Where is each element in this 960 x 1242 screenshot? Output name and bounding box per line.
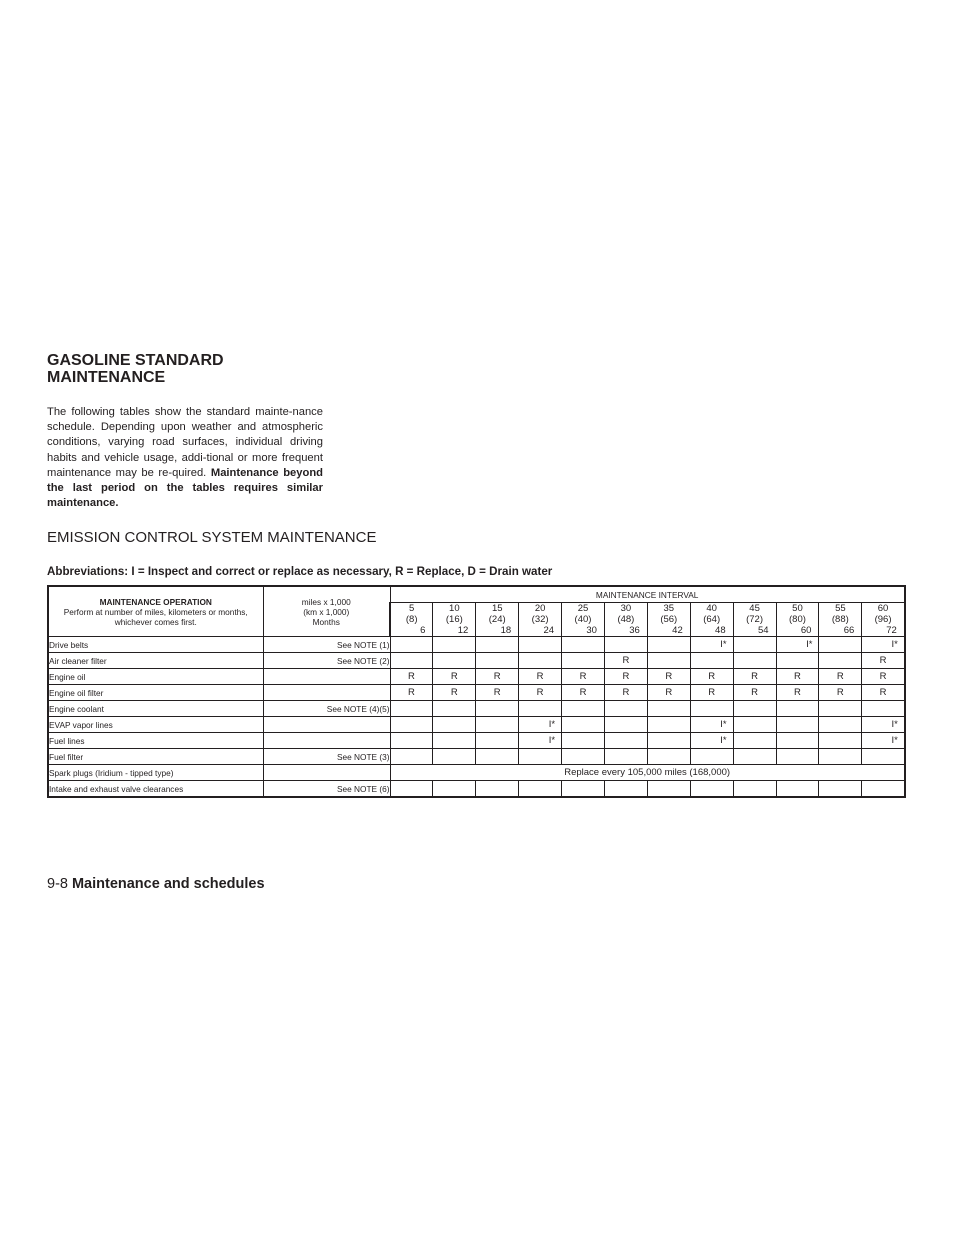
schedule-mark	[733, 749, 776, 765]
abbreviations-line: Abbreviations: I = Inspect and correct or replace as necessary, R = Replace, D = Drain water	[47, 565, 553, 578]
table-row	[48, 765, 905, 781]
interval-months: 72	[886, 625, 897, 636]
schedule-mark: R	[390, 685, 433, 701]
schedule-mark	[519, 781, 562, 798]
schedule-mark	[433, 749, 476, 765]
interval-cell	[562, 603, 605, 637]
schedule-mark: R	[433, 685, 476, 701]
interval-months: 6	[420, 625, 426, 636]
schedule-mark	[433, 653, 476, 669]
operation-name: Engine coolant	[48, 701, 263, 717]
operation-name: Air cleaner filter	[48, 653, 263, 669]
interval-cell	[690, 603, 733, 637]
schedule-mark	[604, 733, 647, 749]
interval-miles: 30	[620, 603, 632, 614]
schedule-mark: R	[433, 669, 476, 685]
schedule-mark	[733, 717, 776, 733]
distance-header-cell	[263, 586, 390, 637]
interval-months: 42	[672, 625, 683, 636]
schedule-mark	[776, 749, 819, 765]
interval-km: (88)	[831, 614, 849, 625]
schedule-mark: I*	[862, 637, 905, 653]
schedule-mark	[433, 733, 476, 749]
schedule-mark	[647, 701, 690, 717]
table-row	[48, 669, 905, 685]
schedule-mark	[519, 749, 562, 765]
schedule-mark: I*	[862, 733, 905, 749]
schedule-mark	[604, 637, 647, 653]
interval-cell	[733, 603, 776, 637]
schedule-mark	[733, 781, 776, 798]
operation-note	[263, 733, 390, 749]
interval-miles: 15	[491, 603, 503, 614]
interval-cell	[647, 603, 690, 637]
schedule-mark	[862, 701, 905, 717]
schedule-mark: R	[390, 669, 433, 685]
schedule-mark: R	[819, 669, 862, 685]
schedule-mark	[433, 701, 476, 717]
schedule-mark	[733, 637, 776, 653]
schedule-mark	[647, 653, 690, 669]
schedule-mark	[562, 749, 605, 765]
interval-km: (8)	[405, 614, 418, 625]
schedule-mark	[519, 701, 562, 717]
schedule-mark: R	[519, 669, 562, 685]
interval-miles: 35	[663, 603, 675, 614]
schedule-mark: R	[862, 653, 905, 669]
operation-note: See NOTE (4)(5)	[263, 701, 390, 717]
schedule-mark: R	[604, 653, 647, 669]
schedule-mark	[604, 749, 647, 765]
interval-km: (56)	[660, 614, 678, 625]
operation-note: See NOTE (2)	[263, 653, 390, 669]
interval-cell	[776, 603, 819, 637]
schedule-mark	[476, 701, 519, 717]
schedule-mark: R	[604, 669, 647, 685]
table-row	[48, 749, 905, 765]
schedule-mark	[562, 781, 605, 798]
schedule-mark	[733, 733, 776, 749]
schedule-mark	[819, 749, 862, 765]
schedule-mark	[647, 781, 690, 798]
schedule-mark	[604, 781, 647, 798]
schedule-mark: I*	[519, 733, 562, 749]
schedule-mark	[562, 701, 605, 717]
intro-text: The following tables show the standard mainte-nance schedule. Depending upon weather and atmospheric conditions, varying road surfaces, individual driving habits and vehicle usage, addi-tional or more frequent maintenance may be re-quired.	[47, 406, 323, 479]
operation-header-desc: Perform at number of miles, kilometers or months, whichever comes first.	[63, 606, 248, 627]
schedule-mark: R	[476, 669, 519, 685]
interval-km: (80)	[789, 614, 806, 625]
interval-km: (96)	[874, 614, 892, 625]
spark-plug-interval-text: Replace every 105,000 miles (168,000)	[390, 765, 905, 781]
schedule-mark	[433, 717, 476, 733]
schedule-mark: I*	[862, 717, 905, 733]
schedule-mark: R	[776, 669, 819, 685]
schedule-mark: R	[647, 669, 690, 685]
table-row	[48, 717, 905, 733]
interval-months: 30	[586, 625, 597, 636]
schedule-mark: R	[690, 685, 733, 701]
months-label: Months	[312, 616, 340, 627]
schedule-mark: R	[733, 685, 776, 701]
interval-km: (16)	[445, 614, 463, 625]
schedule-mark: R	[862, 669, 905, 685]
interval-cell	[433, 603, 476, 637]
operation-note: See NOTE (3)	[263, 749, 390, 765]
interval-months: 66	[843, 625, 855, 636]
operation-note	[263, 765, 390, 781]
operation-name: Engine oil filter	[48, 685, 263, 701]
schedule-mark	[776, 701, 819, 717]
operation-note	[263, 669, 390, 685]
schedule-mark	[819, 717, 862, 733]
schedule-mark	[819, 781, 862, 798]
schedule-mark: I*	[690, 637, 733, 653]
schedule-mark	[819, 653, 862, 669]
schedule-mark: I*	[519, 717, 562, 733]
operation-header-title: MAINTENANCE OPERATION	[99, 596, 212, 607]
schedule-mark	[733, 701, 776, 717]
schedule-mark: R	[476, 685, 519, 701]
interval-miles: 45	[749, 603, 760, 614]
schedule-mark	[562, 733, 605, 749]
schedule-mark	[690, 653, 733, 669]
interval-cell	[819, 603, 862, 637]
schedule-mark	[433, 781, 476, 798]
schedule-mark	[647, 637, 690, 653]
interval-miles: 40	[706, 603, 717, 614]
interval-km: (48)	[617, 614, 635, 625]
schedule-mark: R	[862, 685, 905, 701]
interval-header-cell: MAINTENANCE INTERVAL	[390, 586, 905, 603]
schedule-mark	[476, 653, 519, 669]
schedule-mark	[390, 749, 433, 765]
schedule-mark	[819, 637, 862, 653]
interval-km: (32)	[531, 614, 549, 625]
schedule-mark	[519, 637, 562, 653]
maintenance-schedule-table	[47, 585, 906, 798]
schedule-mark	[690, 781, 733, 798]
schedule-mark	[390, 733, 433, 749]
schedule-mark	[604, 701, 647, 717]
schedule-mark	[390, 637, 433, 653]
operation-note	[263, 685, 390, 701]
schedule-mark	[690, 701, 733, 717]
schedule-mark	[390, 701, 433, 717]
interval-km: (64)	[703, 614, 721, 625]
operation-note	[263, 717, 390, 733]
interval-months: 36	[629, 625, 640, 636]
operation-name: Fuel lines	[48, 733, 263, 749]
schedule-mark	[690, 749, 733, 765]
km-label: (km x 1,000)	[303, 606, 350, 617]
schedule-mark: R	[604, 685, 647, 701]
interval-months: 48	[715, 625, 726, 636]
schedule-mark	[476, 749, 519, 765]
interval-miles: 25	[577, 603, 589, 614]
operation-name: Intake and exhaust valve clearances	[48, 781, 263, 798]
chapter-title: Maintenance and schedules	[71, 876, 265, 892]
schedule-mark	[390, 653, 433, 669]
schedule-mark	[562, 653, 605, 669]
schedule-mark: I*	[690, 733, 733, 749]
schedule-mark	[604, 717, 647, 733]
schedule-mark: R	[819, 685, 862, 701]
schedule-mark	[776, 717, 819, 733]
table-row	[48, 701, 905, 717]
interval-cell	[519, 603, 562, 637]
table-row	[48, 637, 905, 653]
schedule-mark	[819, 701, 862, 717]
schedule-mark: R	[562, 669, 605, 685]
page-number: 9-8	[47, 876, 68, 892]
interval-cell	[476, 603, 519, 637]
schedule-mark	[433, 637, 476, 653]
schedule-mark	[562, 717, 605, 733]
operation-note: See NOTE (1)	[263, 637, 390, 653]
intro-bold-text: Maintenance beyond the last period on the tables requires similar maintenance.	[47, 466, 324, 510]
schedule-mark	[776, 781, 819, 798]
table-row	[48, 733, 905, 749]
operation-note: See NOTE (6)	[263, 781, 390, 798]
schedule-mark: R	[647, 685, 690, 701]
interval-cell	[604, 603, 647, 637]
subsection-title: EMISSION CONTROL SYSTEM MAINTENANCE	[47, 529, 377, 546]
interval-miles: 60	[877, 603, 889, 614]
schedule-mark	[476, 781, 519, 798]
interval-months: 18	[500, 625, 512, 636]
schedule-mark	[519, 653, 562, 669]
section-title-line2: MAINTENANCE	[47, 369, 166, 386]
interval-months: 12	[457, 625, 469, 636]
table-row	[48, 781, 905, 798]
section-title	[47, 352, 347, 386]
interval-km: (72)	[746, 614, 764, 625]
interval-km: (40)	[574, 614, 592, 625]
schedule-mark	[776, 653, 819, 669]
table-header-row	[48, 586, 905, 603]
operation-header-cell	[48, 586, 263, 637]
interval-miles: 10	[449, 603, 460, 614]
schedule-mark	[647, 717, 690, 733]
schedule-mark: I*	[690, 717, 733, 733]
operation-name: Spark plugs (Iridium - tipped type)	[48, 765, 263, 781]
page-footer	[47, 876, 265, 893]
operation-name: Fuel filter	[48, 749, 263, 765]
interval-km: (24)	[488, 614, 506, 625]
interval-miles: 20	[534, 603, 546, 614]
schedule-mark	[733, 653, 776, 669]
schedule-mark	[562, 637, 605, 653]
miles-label: miles x 1,000	[301, 596, 351, 607]
schedule-mark: R	[519, 685, 562, 701]
schedule-mark	[476, 733, 519, 749]
operation-name: EVAP vapor lines	[48, 717, 263, 733]
interval-months: 54	[757, 625, 769, 636]
table-row	[48, 653, 905, 669]
schedule-mark	[647, 749, 690, 765]
schedule-mark	[862, 749, 905, 765]
interval-months: 24	[543, 625, 555, 636]
schedule-mark	[647, 733, 690, 749]
schedule-mark: R	[733, 669, 776, 685]
interval-miles: 50	[792, 603, 803, 614]
interval-months: 60	[800, 625, 812, 636]
schedule-mark: R	[690, 669, 733, 685]
schedule-mark	[390, 781, 433, 798]
schedule-mark	[862, 781, 905, 798]
intro-paragraph	[47, 405, 323, 511]
schedule-mark: R	[562, 685, 605, 701]
table-row	[48, 685, 905, 701]
interval-cell	[390, 603, 433, 637]
schedule-mark	[390, 717, 433, 733]
schedule-mark: R	[776, 685, 819, 701]
section-title-line1: GASOLINE STANDARD	[47, 352, 224, 369]
schedule-mark: I*	[776, 637, 819, 653]
interval-miles: 55	[835, 603, 846, 614]
interval-miles: 5	[409, 603, 415, 614]
schedule-mark	[776, 733, 819, 749]
schedule-mark	[819, 733, 862, 749]
operation-name: Engine oil	[48, 669, 263, 685]
operation-name: Drive belts	[48, 637, 263, 653]
schedule-mark	[476, 717, 519, 733]
interval-cell	[862, 603, 905, 637]
schedule-mark	[476, 637, 519, 653]
